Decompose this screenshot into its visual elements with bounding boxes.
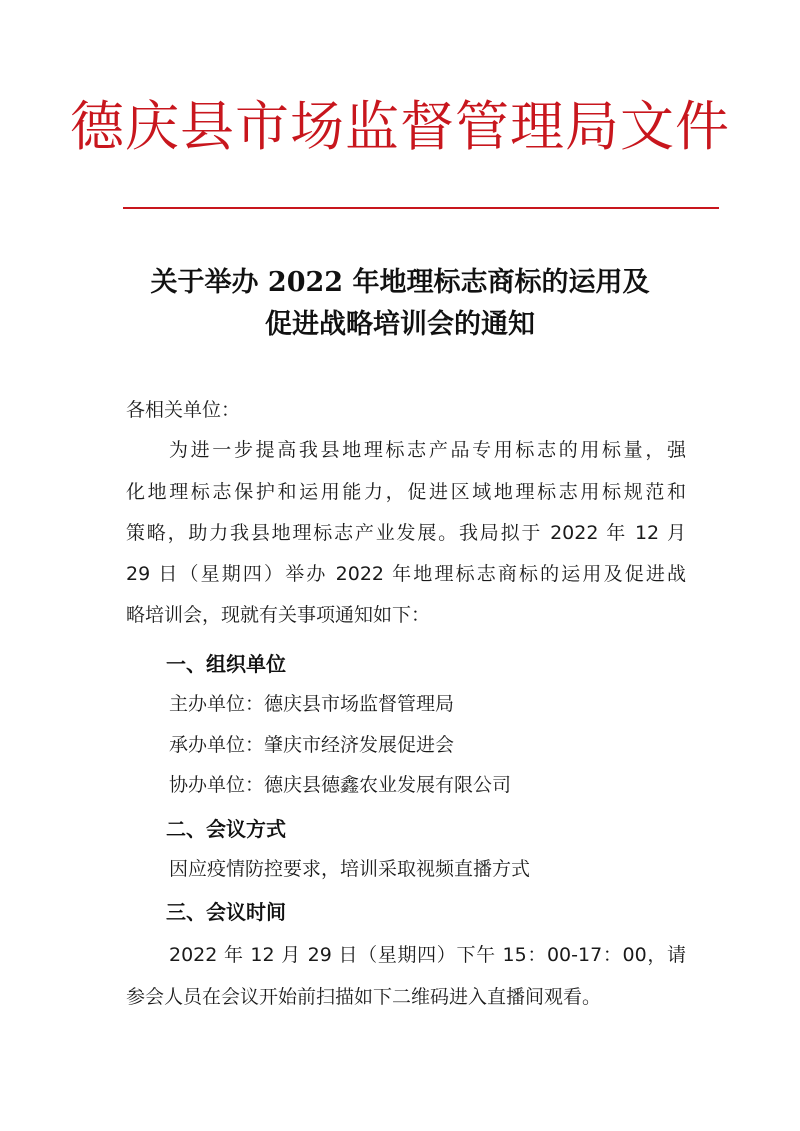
notice-title-line-1: 关于举办 2022 年地理标志商标的运用及 (150, 267, 650, 298)
organizer-undertaker: 承办单位：肇庆市经济发展促进会 (169, 734, 455, 756)
salutation: 各相关单位： (126, 399, 241, 421)
intro-line: 29 日（星期四）举办 2022 年地理标志商标的运用及促进战 (126, 563, 686, 585)
intro-line: 化地理标志保护和运用能力，促进区域地理标志用标规范和 (126, 481, 686, 503)
meeting-time-line: 2022 年 12 月 29 日（星期四）下午 15：00-17：00，请 (169, 944, 686, 966)
meeting-format-text: 因应疫情防控要求，培训采取视频直播方式 (169, 858, 531, 880)
intro-line: 策略，助力我县地理标志产业发展。我局拟于 2022 年 12 月 (126, 522, 686, 544)
organizer-co-host: 协办单位：德庆县德鑫农业发展有限公司 (169, 774, 512, 796)
intro-line: 略培训会，现就有关事项通知如下： (126, 604, 431, 626)
header-red-rule (123, 207, 719, 209)
notice-title-line-2: 促进战略培训会的通知 (265, 309, 535, 340)
section-heading-time: 三、会议时间 (166, 900, 286, 924)
intro-line: 为进一步提高我县地理标志产品专用标志的用标量，强 (169, 439, 686, 461)
meeting-time-line: 参会人员在会议开始前扫描如下二维码进入直播间观看。 (126, 986, 602, 1008)
agency-header-title: 德庆县市场监督管理局文件 (70, 95, 730, 158)
organizer-host: 主办单位：德庆县市场监督管理局 (169, 693, 455, 715)
section-heading-format: 二、会议方式 (166, 817, 286, 841)
section-heading-organizers: 一、组织单位 (166, 652, 286, 676)
